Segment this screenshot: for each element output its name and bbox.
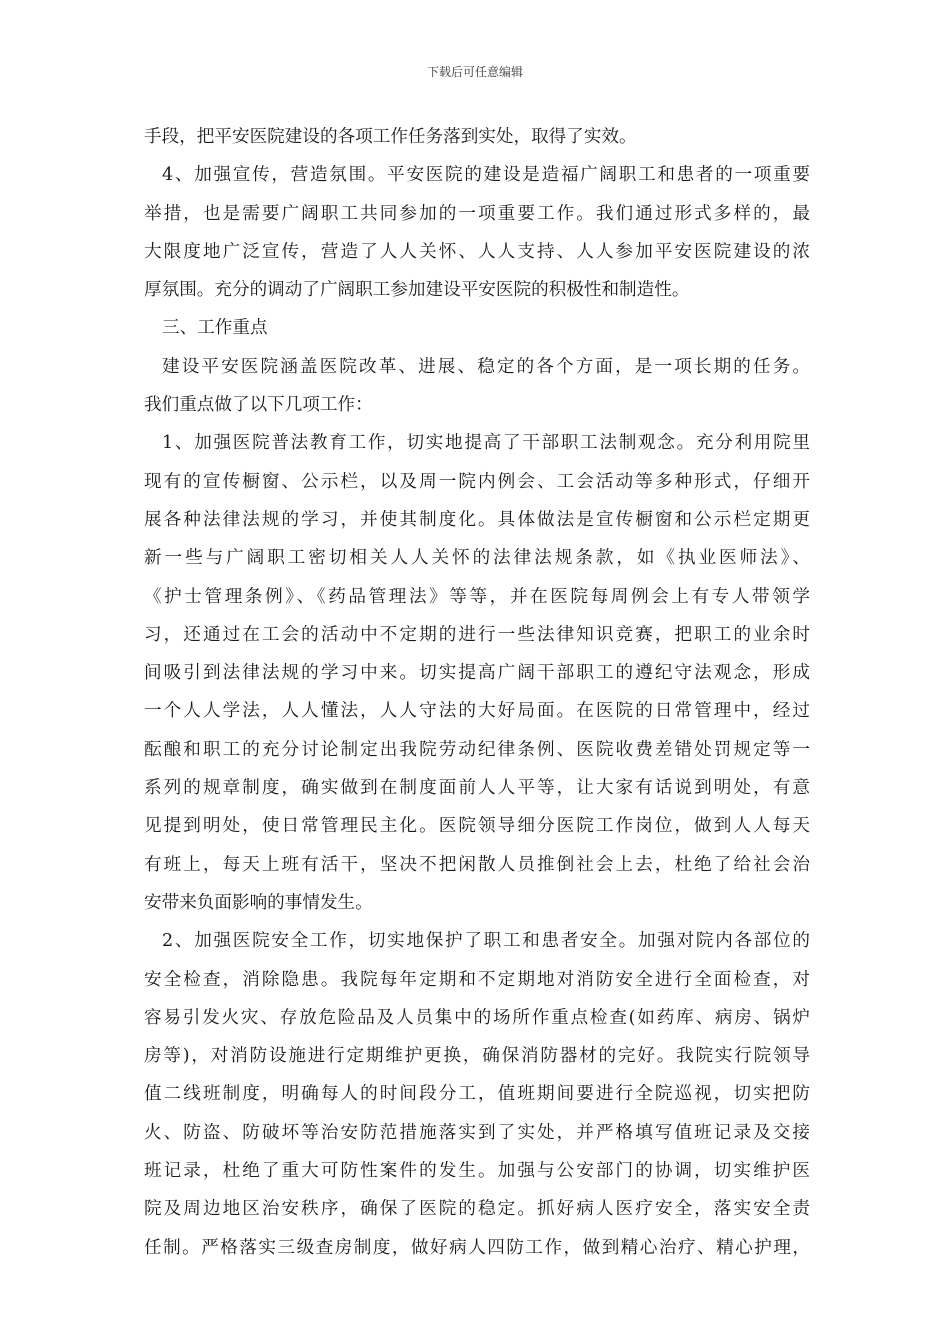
document-body <box>144 118 810 1267</box>
text-line: 任制。严格落实三级查房制度，做好病人四防工作，做到精心治疗、精心护理， <box>144 1237 810 1258</box>
text-line: 班记录，杜绝了重大可防性案件的发生。加强与公安部门的协调，切实维护医 <box>144 1161 810 1182</box>
text-line: 见提到明处，使日常管理民主化。医院领导细分医院工作岗位，做到人人每天 <box>144 816 810 837</box>
text-line: 酝酿和职工的充分讨论制定出我院劳动纪律条例、医院收费差错处罚规定等一 <box>144 739 810 760</box>
page-header: 下载后可任意编辑 <box>426 65 523 79</box>
text-line: 火、防盗、防破坏等治安防范措施落实到了实处，并严格填写值班记录及交接 <box>144 1122 810 1143</box>
text-line: 手段，把平安医院建设的各项工作任务落到实处，取得了实效。 <box>144 127 637 147</box>
text-line: 新一些与广阔职工密切相关人人关怀的法律法规条款，如《执业医师法》、 <box>144 548 810 569</box>
text-line: 安带来负面影响的事情发生。 <box>144 892 373 913</box>
text-line: 三、工作重点 <box>162 318 268 339</box>
text-line: 1、加强医院普法教育工作，切实地提高了干部职工法制观念。充分利用院里 <box>162 433 810 454</box>
text-line: 习，还通过在工会的活动中不定期的进行一些法律知识竞赛，把职工的业余时 <box>144 624 810 645</box>
text-line: 举措，也是需要广阔职工共同参加的一项重要工作。我们通过形式多样的，最 <box>144 203 810 224</box>
text-line: 值二线班制度，明确每人的时间段分工，值班期间要进行全院巡视，切实把防 <box>144 1084 810 1105</box>
text-line: 有班上，每天上班有活干，坚决不把闲散人员推倒社会上去，杜绝了给社会治 <box>144 854 810 875</box>
text-line: 院及周边地区治安秩序，确保了医院的稳定。抓好病人医疗安全，落实安全责 <box>144 1199 810 1220</box>
text-line: 厚氛围。充分的调动了广阔职工参加建设平安医院的积极性和制造性。 <box>144 280 690 301</box>
text-line: 建设平安医院涵盖医院改革、进展、稳定的各个方面，是一项长期的任务。 <box>162 356 810 377</box>
text-line: 2、加强医院安全工作，切实地保护了职工和患者安全。加强对院内各部位的 <box>162 931 810 952</box>
text-line: 展各种法律法规的学习，并使其制度化。具体做法是宣传橱窗和公示栏定期更 <box>144 509 810 530</box>
text-line: 间吸引到法律法规的学习中来。切实提高广阔干部职工的遵纪守法观念，形成 <box>144 663 810 684</box>
text-line: 大限度地广泛宣传，营造了人人关怀、人人支持、人人参加平安医院建设的浓 <box>144 241 810 262</box>
text-line: 我们重点做了以下几项工作： <box>144 395 373 416</box>
text-line: 系列的规章制度，确实做到在制度面前人人平等，让大家有话说到明处，有意 <box>144 778 810 799</box>
text-line: 4、加强宣传，营造氛围。平安医院的建设是造福广阔职工和患者的一项重要 <box>162 165 810 186</box>
text-line: 现有的宣传橱窗、公示栏，以及周一院内例会、工会活动等多种形式，仔细开 <box>144 471 810 492</box>
text-line: 一个人人学法，人人懂法，人人守法的大好局面。在医院的日常管理中，经过 <box>144 701 810 722</box>
text-line: 《护士管理条例》、《药品管理法》等等，并在医院每周例会上有专人带领学 <box>144 586 810 607</box>
text-line: 容易引发火灾、存放危险品及人员集中的场所作重点检查(如药库、病房、锅炉 <box>144 1007 810 1028</box>
text-line: 安全检查，消除隐患。我院每年定期和不定期地对消防安全进行全面检查，对 <box>144 969 810 990</box>
text-line: 房等)，对消防设施进行定期维护更换，确保消防器材的完好。我院实行院领导 <box>144 1046 810 1067</box>
